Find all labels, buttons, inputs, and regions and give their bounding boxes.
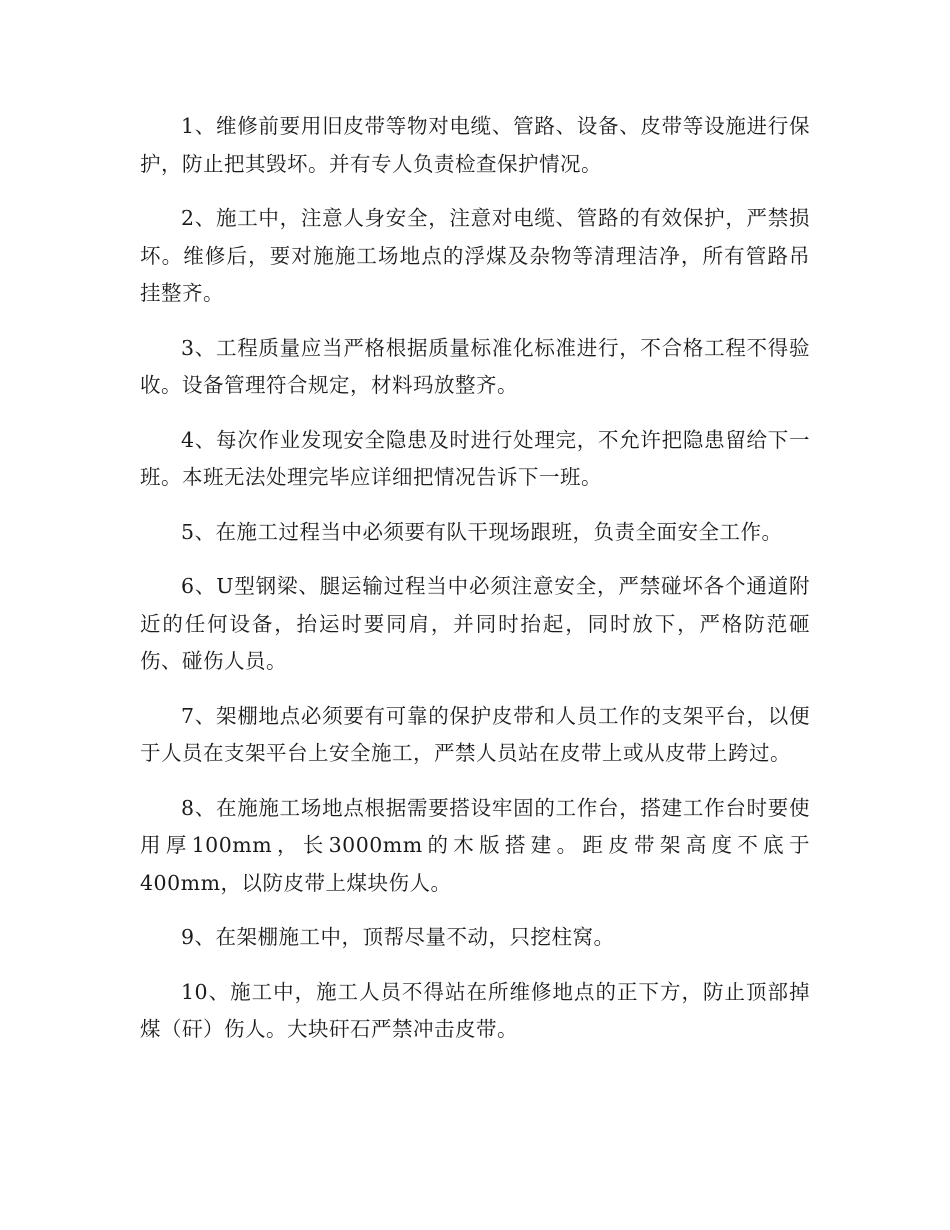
paragraph-8: 8、在施施工场地点根据需要搭设牢固的工作台，搭建工作台时要使用厚100mm，长3000mm的木版搭建。距皮带架高度不底于400mm，以防皮带上煤块伤人。 [140,795,810,895]
paragraph-7: 7、架棚地点必须要有可靠的保护皮带和人员工作的支架平台，以便于人员在支架平台上安全施工，严禁人员站在皮带上或从皮带上跨过。 [140,703,810,765]
paragraph-5: 5、在施工过程当中必须要有队干现场跟班，负责全面安全工作。 [181,519,783,544]
paragraph-10: 10、施工中，施工人员不得站在所维修地点的正下方，防止顶部掉煤（矸）伤人。大块矸石严禁冲击皮带。 [140,979,810,1041]
paragraph-6: 6、U型钢梁、腿运输过程当中必须注意安全，严禁碰坏各个通道附近的任何设备，抬运时要同肩，并同时抬起，同时放下，严格防范砸伤、碰伤人员。 [140,574,810,673]
paragraph-1: 1、维修前要用旧皮带等物对电缆、管路、设备、皮带等设施进行保护，防止把其毁坏。并有专人负责检查保护情况。 [140,114,810,176]
document-body [140,108,810,1066]
paragraph-4: 4、每次作业发现安全隐患及时进行处理完，不允许把隐患留给下一班。本班无法处理完毕应详细把情况告诉下一班。 [140,427,810,489]
paragraph-3: 3、工程质量应当严格根据质量标准化标准进行，不合格工程不得验收。设备管理符合规定，材料玛放整齐。 [140,335,810,397]
paragraph-2: 2、施工中，注意人身安全，注意对电缆、管路的有效保护，严禁损坏。维修后，要对施施工场地点的浮煤及杂物等清理洁净，所有管路吊挂整齐。 [140,206,810,305]
paragraph-9: 9、在架棚施工中，顶帮尽量不动，只挖柱窝。 [181,925,615,949]
